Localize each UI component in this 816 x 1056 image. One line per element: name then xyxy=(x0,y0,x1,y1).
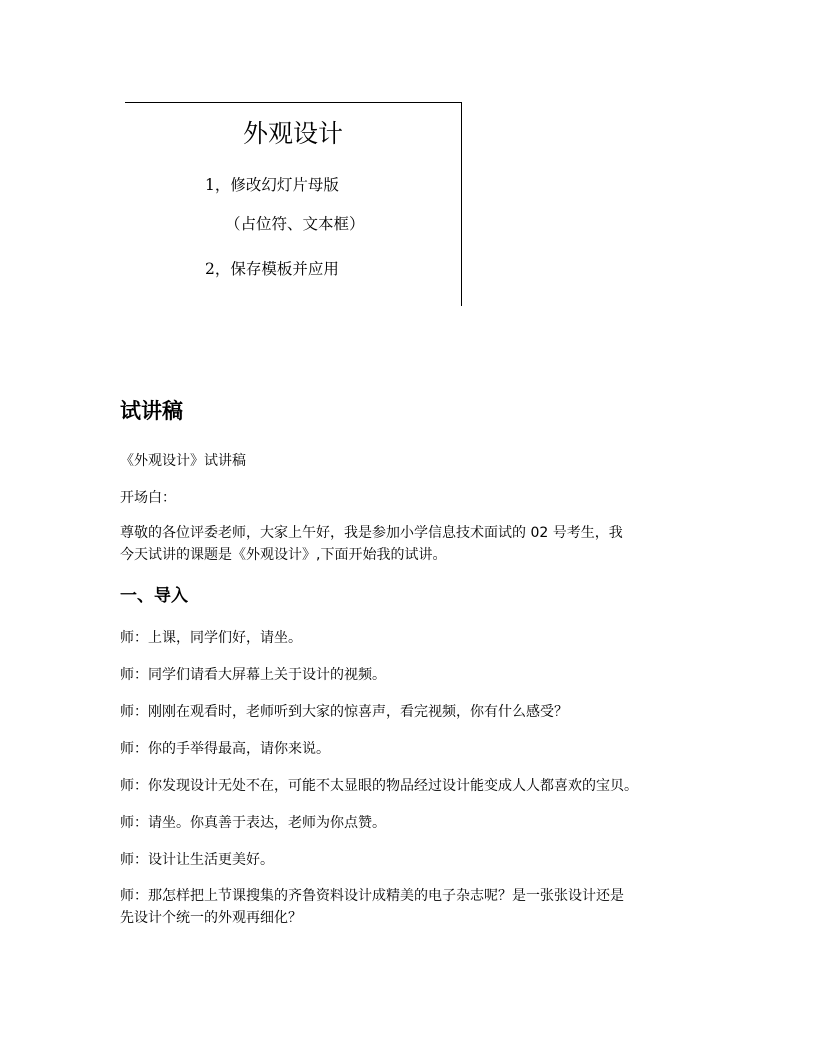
dialogue-line-last-1: 师：那怎样把上节课搜集的齐鲁资料设计成精美的电子杂志呢？是一张张设计还是 xyxy=(120,888,624,904)
dialogue-line: 师：同学们请看大屏幕上关于设计的视频。 xyxy=(120,667,386,683)
slide-line-2: （占位符、文本框） xyxy=(225,215,365,233)
opening-line-2: 今天试讲的课题是《外观设计》,下面开始我的试讲。 xyxy=(120,547,447,563)
opening-line-1: 尊敬的各位评委老师，大家上午好，我是参加小学信息技术面试的 02 号考生，我 xyxy=(120,525,623,541)
section-heading-intro: 一、导入 xyxy=(120,586,188,606)
dialogue-line: 师：请坐。你真善于表达，老师为你点赞。 xyxy=(120,815,386,831)
document-title: 试讲稿 xyxy=(120,399,183,423)
slide-title: 外观设计 xyxy=(242,119,343,148)
slide-thumbnail xyxy=(125,102,462,306)
document-subtitle: 《外观设计》试讲稿 xyxy=(120,453,246,469)
dialogue-line: 师：上课，同学们好，请坐。 xyxy=(120,630,302,646)
dialogue-line-last-2: 先设计个统一的外观再细化？ xyxy=(120,910,302,926)
dialogue-line: 师：刚刚在观看时，老师听到大家的惊喜声，看完视频，你有什么感受？ xyxy=(120,704,568,720)
slide-line-1: 1，修改幻灯片母版 xyxy=(205,176,339,194)
dialogue-line: 师：设计让生活更美好。 xyxy=(120,852,274,868)
opening-label: 开场白： xyxy=(120,490,176,506)
slide-line-3: 2，保存模板并应用 xyxy=(205,260,339,278)
dialogue-line: 师：你发现设计无处不在，可能不太显眼的物品经过设计能变成人人都喜欢的宝贝。 xyxy=(120,778,638,794)
dialogue-line: 师：你的手举得最高，请你来说。 xyxy=(120,741,330,757)
